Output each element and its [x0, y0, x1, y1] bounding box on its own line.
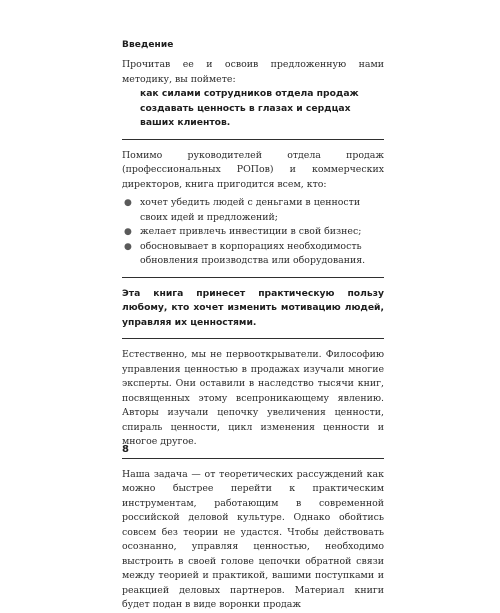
bullet-icon: ● [124, 198, 132, 208]
divider [122, 277, 384, 278]
list-item [122, 240, 384, 269]
running-header: Введение [122, 40, 174, 50]
page-body [122, 58, 384, 613]
key-point: как силами сотрудников отдела продаж создавать ценность в глазах и сердцах ваших клиентов. [140, 88, 359, 128]
list-item [122, 225, 384, 240]
list-item-text: обосновывает в корпорациях необходимость обновления производства или оборудования. [140, 240, 366, 266]
divider [122, 458, 384, 459]
list-item-text: желает привлечь инвестиции в свой бизнес; [140, 226, 362, 237]
body-paragraph-2: Наша задача — от теоретических рассуждений как можно быстрее перейти к практическим инструментам, работающим в современной российской деловой культуре. Однако обойтись совсем без теории не удастся. Чтобы действовать осознанно, управляя ценностью, необходимо выстроить в своей голове цепочки обратной связи между теорией и практикой, вашими поступками и реакцией деловых партнеров. Материал книги будет подан в виде воронки продаж [122, 468, 384, 610]
audience-list [122, 196, 384, 269]
benefit-statement: Эта книга принесет практическую пользу любому, кто хочет изменить мотивацию людей, управляя их ценностями. [122, 287, 384, 328]
body-paragraph-1: Естественно, мы не первооткрыватели. Философию управления ценностью в продажах изучали многие эксперты. Они оставили в наследство тысячи книг, посвященных этому всепроникающему явлению. Авторы изучали цепочку увеличения ценности, спираль ценности, цикл изменения ценности и многое другое. [122, 349, 384, 447]
page-number: 8 [122, 444, 129, 455]
divider [122, 338, 384, 339]
bullet-icon: ● [124, 227, 132, 237]
divider [122, 139, 384, 140]
audience-intro: Помимо руководителей отдела продаж (профессиональных РОПов) и коммерческих директоров, книга пригодится всем, кто: [122, 149, 384, 190]
list-item [122, 196, 384, 225]
list-item-text: хочет убедить людей с деньгами в ценности своих идей и предложений; [140, 197, 361, 223]
bullet-icon: ● [124, 241, 132, 252]
intro-paragraph: Прочитав ее и освоив предложенную нами методику, вы поймете: [122, 59, 384, 85]
